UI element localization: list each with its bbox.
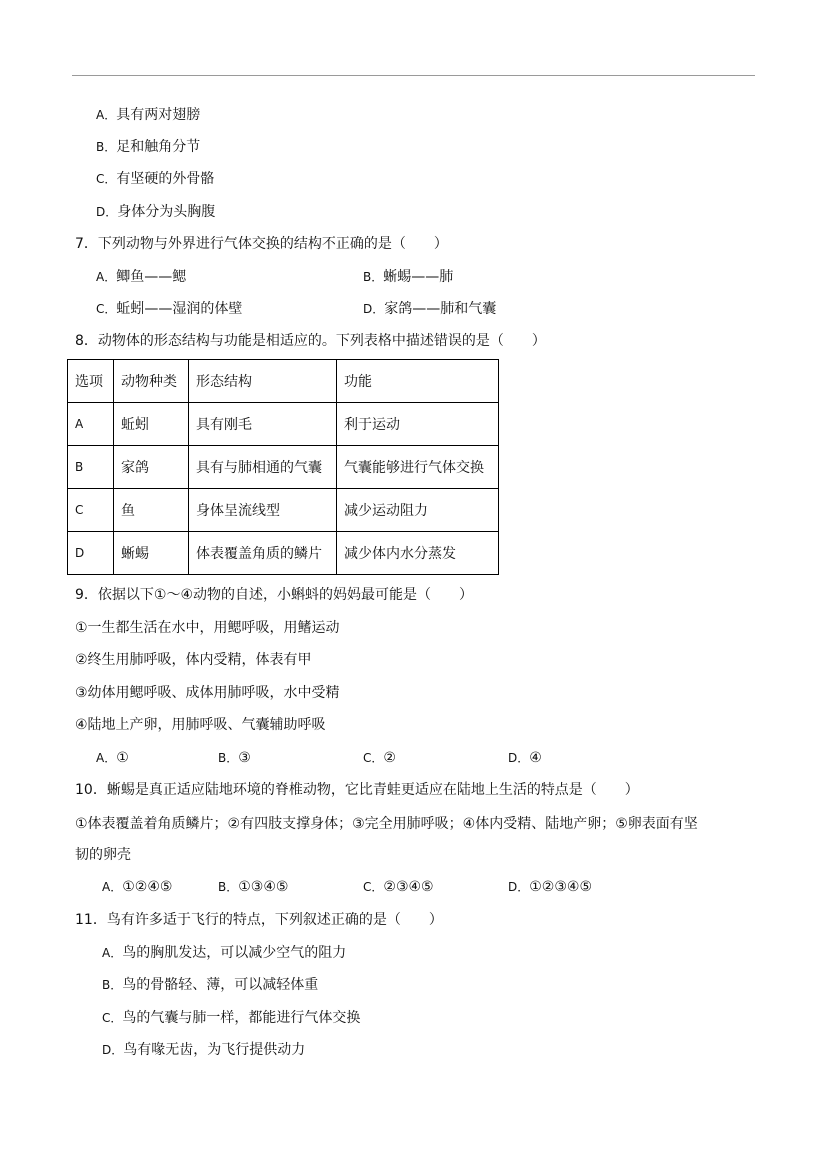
table-cell: 家鸽	[114, 446, 189, 489]
option-letter: D．	[508, 751, 530, 765]
q10-option-c	[363, 878, 434, 896]
q6-option-d	[96, 203, 215, 221]
q8-stem: 8．动物体的形态结构与功能是相适应的。下列表格中描述错误的是（ ）	[75, 333, 546, 349]
q11-option-a	[102, 944, 346, 962]
q9-stem: 9．依据以下①～④动物的自述，小蝌蚪的妈妈最可能是（ ）	[75, 587, 474, 603]
table-cell: 蚯蚓	[114, 403, 189, 446]
option-text: 鸟的骨骼轻、薄，可以减轻体重	[122, 977, 319, 993]
q9-option-b	[218, 749, 251, 767]
table-row	[68, 489, 499, 532]
option-letter: C．	[363, 751, 384, 765]
q10-stem: 10．蜥蜴是真正适应陆地环境的脊椎动物，它比青蛙更适应在陆地上生活的特点是（ ）	[75, 782, 639, 798]
option-letter: A．	[102, 946, 123, 960]
q6-option-c	[96, 170, 214, 188]
q11-option-d	[102, 1041, 305, 1059]
option-letter: D．	[508, 880, 530, 894]
q7-option-a	[96, 268, 186, 286]
q10-option-b	[218, 878, 288, 896]
table-header-cell: 形态结构	[189, 360, 337, 403]
table-cell: A	[68, 403, 114, 446]
option-letter: A．	[102, 880, 123, 894]
q11-option-b	[102, 976, 318, 994]
q9-statement-2: ②终生用肺呼吸，体内受精，体表有甲	[75, 652, 312, 668]
option-letter: C．	[96, 302, 117, 316]
q11-stem: 11．鸟有许多适于飞行的特点，下列叙述正确的是（ ）	[75, 912, 443, 928]
option-letter: B．	[363, 270, 384, 284]
q9-statement-4: ④陆地上产卵，用肺呼吸、气囊辅助呼吸	[75, 717, 326, 733]
option-text: ①②③④⑤	[529, 879, 593, 895]
option-letter: B．	[102, 978, 123, 992]
option-text: 具有两对翅膀	[116, 107, 201, 123]
q10-body-line-2: 韧的卵壳	[75, 847, 131, 863]
q10-option-d	[508, 878, 592, 896]
option-text: 足和触角分节	[116, 139, 201, 155]
header-rule	[72, 75, 755, 76]
option-text: 蚯蚓——湿润的体壁	[116, 301, 243, 317]
q8-table	[67, 359, 499, 575]
q7-option-b	[363, 268, 453, 286]
table-cell: 气囊能够进行气体交换	[337, 446, 499, 489]
table-header-cell: 功能	[337, 360, 499, 403]
table-cell: 鱼	[114, 489, 189, 532]
option-letter: A．	[96, 270, 117, 284]
table-header-row	[68, 360, 499, 403]
table-cell: 利于运动	[337, 403, 499, 446]
q9-statement-3: ③幼体用鳃呼吸、成体用肺呼吸，水中受精	[75, 685, 340, 701]
option-text: 蜥蜴——肺	[383, 269, 454, 285]
option-text: ①③④⑤	[238, 879, 289, 895]
option-letter: D．	[96, 205, 118, 219]
option-letter: A．	[96, 751, 117, 765]
option-letter: B．	[218, 751, 239, 765]
table-cell: 身体呈流线型	[189, 489, 337, 532]
table-header-cell: 选项	[68, 360, 114, 403]
table-cell: 体表覆盖角质的鳞片	[189, 532, 337, 575]
option-text: ①②④⑤	[122, 879, 173, 895]
table-row	[68, 532, 499, 575]
table-cell: 具有刚毛	[189, 403, 337, 446]
option-text: ①	[116, 750, 129, 766]
option-letter: D．	[363, 302, 385, 316]
option-text: ②	[383, 750, 396, 766]
q6-option-a	[96, 106, 200, 124]
q9-option-a	[96, 749, 129, 767]
q7-stem: 7．下列动物与外界进行气体交换的结构不正确的是（ ）	[75, 236, 448, 252]
option-text: ②③④⑤	[383, 879, 434, 895]
table-row	[68, 446, 499, 489]
option-text: ③	[238, 750, 251, 766]
option-letter: D．	[102, 1043, 124, 1057]
option-text: 鸟的胸肌发达，可以减少空气的阻力	[122, 945, 347, 961]
option-text: 鸟的气囊与肺一样，都能进行气体交换	[122, 1010, 361, 1026]
q6-option-b	[96, 138, 200, 156]
table-cell: D	[68, 532, 114, 575]
table-cell: 蜥蜴	[114, 532, 189, 575]
q9-option-c	[363, 749, 396, 767]
option-letter: B．	[96, 140, 117, 154]
table-cell: C	[68, 489, 114, 532]
option-letter: C．	[102, 1011, 123, 1025]
option-text: 有坚硬的外骨骼	[116, 171, 215, 187]
table-header-cell: 动物种类	[114, 360, 189, 403]
option-text: 鲫鱼——鳃	[116, 269, 187, 285]
option-letter: B．	[218, 880, 239, 894]
q10-option-a	[102, 878, 172, 896]
q9-option-d	[508, 749, 542, 767]
table-cell: 具有与肺相通的气囊	[189, 446, 337, 489]
option-text: ④	[529, 750, 542, 766]
option-text: 鸟有喙无齿，为飞行提供动力	[123, 1042, 306, 1058]
option-letter: C．	[363, 880, 384, 894]
q7-option-c	[96, 300, 242, 318]
option-text: 身体分为头胸腹	[117, 204, 216, 220]
q7-option-d	[363, 300, 496, 318]
table-cell: B	[68, 446, 114, 489]
q10-body-line-1: ①体表覆盖着角质鳞片；②有四肢支撑身体；③完全用肺呼吸；④体内受精、陆地产卵；⑤卵表面有坚	[75, 816, 698, 832]
q11-option-c	[102, 1009, 360, 1027]
table-cell: 减少运动阻力	[337, 489, 499, 532]
table-row	[68, 403, 499, 446]
table-cell: 减少体内水分蒸发	[337, 532, 499, 575]
option-letter: A．	[96, 108, 117, 122]
q9-statement-1: ①一生都生活在水中，用鳃呼吸，用鳍运动	[75, 620, 340, 636]
option-text: 家鸽——肺和气囊	[384, 301, 497, 317]
option-letter: C．	[96, 172, 117, 186]
